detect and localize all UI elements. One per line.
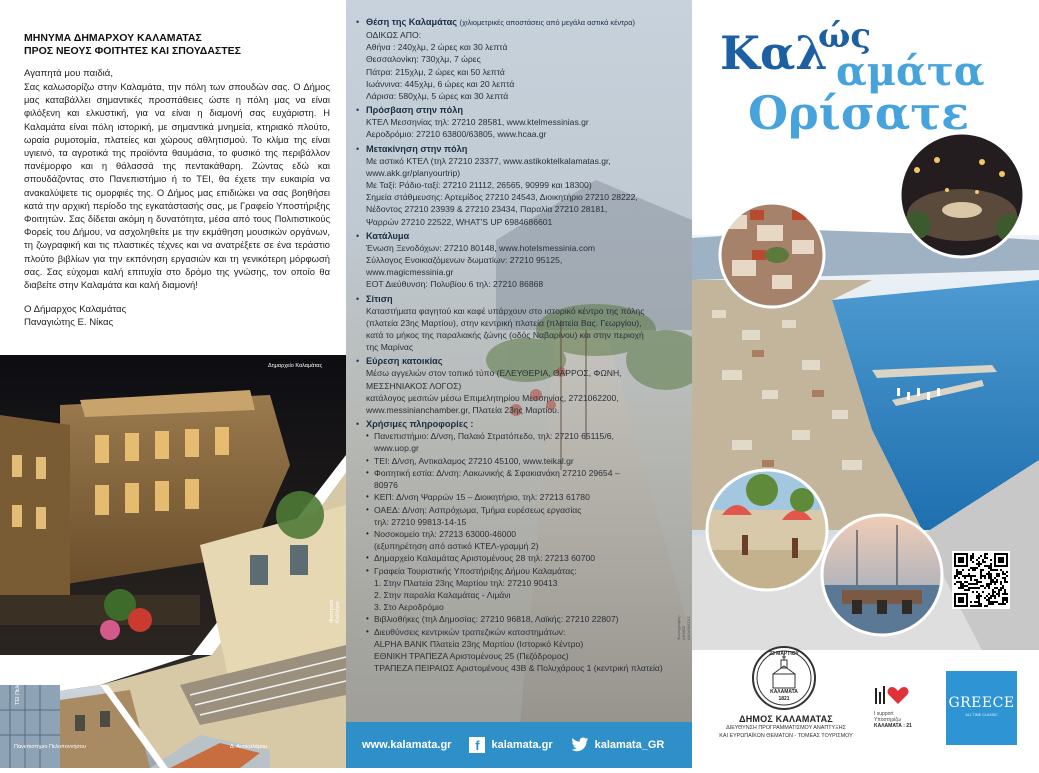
item-indent xyxy=(366,650,374,662)
useful-info-line: Γραφεία Τουριστικής Υποστήριξης Δήμου Καλαμάτας: xyxy=(374,565,577,576)
info-line: Λάρισα: 580χλμ, 5 ώρες και 30 λεπτά xyxy=(366,91,509,102)
bullet-icon: • xyxy=(356,230,360,241)
info-line: Ιωάννινα: 445χλμ, 6 ώρες και 20 λεπτά xyxy=(366,78,515,89)
facebook-link[interactable] xyxy=(469,737,552,753)
item-indent xyxy=(366,442,374,454)
info-line: Σημεία στάθμευσης: Αρτεμίδος 27210 24543, Διοικητήριο 27210 28222, xyxy=(366,192,638,203)
info-section xyxy=(356,355,686,416)
twitter-icon xyxy=(571,737,589,753)
municipality-name xyxy=(692,714,880,740)
info-line: ΜΕΣΣΗΝΙΑΚΟΣ ΛΟΓΟΣ) xyxy=(366,380,462,391)
info-section-title xyxy=(366,104,686,116)
useful-info-item xyxy=(366,626,686,638)
info-line: www.messinianchamber.gr, Πλατεία 23ης Μαρτίου. xyxy=(366,405,560,416)
useful-info-item xyxy=(366,662,686,674)
qr-code[interactable] xyxy=(952,551,1010,609)
info-section-body xyxy=(366,230,686,291)
sponsor-logos xyxy=(692,640,1039,768)
useful-info-line: ΚΕΠ: Δ/νση Ψαρρών 15 – Διοικητήριο, τηλ: 27213 61780 xyxy=(374,492,590,503)
info-line: ΕΟΤ Διεύθυνση: Πολυβίου 6 τηλ: 27210 86868 xyxy=(366,279,544,290)
item-bullet-icon: • xyxy=(366,492,369,502)
item-indent xyxy=(366,479,374,491)
title-amata: αμάτα xyxy=(836,48,985,95)
info-line: ΚΤΕΛ Μεσσηνίας τηλ: 27210 28581, www.ktelmessinias.gr xyxy=(366,117,589,128)
facebook-icon: f xyxy=(469,737,485,753)
useful-info-body xyxy=(366,418,686,674)
info-section-body xyxy=(366,355,686,416)
support-line-1: I support xyxy=(874,711,894,717)
item-bullet-icon: • xyxy=(366,455,369,465)
greece-logo xyxy=(946,671,1017,745)
useful-info-line: ALPHA BANK Πλατεία 23ης Μαρτίου (Ιστορικό Κέντρο) xyxy=(374,638,584,649)
item-bullet-icon: • xyxy=(366,467,369,477)
item-bullet-icon: • xyxy=(366,431,369,441)
heart-icon xyxy=(874,684,910,706)
useful-info-item xyxy=(366,650,686,662)
useful-info-line: 1. Στην Πλατεία 23ης Μαρτίου τηλ: 27210 90413 xyxy=(374,577,558,588)
item-indent xyxy=(366,589,374,601)
caption-university: Πανεπιστήμιο Πελοποννήσου xyxy=(14,744,86,750)
info-line: www.magicmessinia.gr xyxy=(366,267,454,278)
useful-info-item xyxy=(366,430,686,442)
letter-title-2: ΠΡΟΣ ΝΕΟΥΣ ΦΟΙΤΗΤΕΣ ΚΑΙ ΣΠΟΥΔΑΣΤΕΣ xyxy=(24,45,241,57)
info-line: Με Ταξί: Ράδιο-ταξί: 27210 21112, 26565, 90999 και 18300) xyxy=(366,180,592,191)
useful-info-line: ΕΘΝΙΚΗ ΤΡΑΠΕΖΑ Αριστομένους 25 (Πεζόδρομος) xyxy=(374,650,569,661)
caption-vertical: Φοιτητικό Κολλέγιο xyxy=(329,599,341,623)
seal-middle-text: ΚΑΛΑΜΑΤΑ xyxy=(770,689,798,695)
info-line: (πλατεία 23ης Μαρτίου), στην κεντρική πλατεία (πλατεία Βας. Γεωργίου), xyxy=(366,317,642,328)
facebook-text: kalamata.gr xyxy=(491,739,553,751)
info-line: Αθήνα : 240χλμ, 2 ώρες και 30 λεπτά xyxy=(366,42,508,53)
info-section-title xyxy=(366,230,686,242)
section-title-text: Εύρεση κατοικίας xyxy=(366,356,443,367)
letter-greeting: Αγαπητά μου παιδιά, xyxy=(24,68,114,79)
bullet-icon: • xyxy=(356,105,360,116)
item-bullet-icon: • xyxy=(366,626,369,636)
letter-title-1: ΜΗΝΥΜΑ ΔΗΜΑΡΧΟΥ ΚΑΛΑΜΑΤΑΣ xyxy=(24,32,202,44)
useful-info-section xyxy=(356,418,686,674)
section-title-text: Σίτιση xyxy=(366,293,393,304)
useful-info-line: ΤΡΑΠΕΖΑ ΠΕΙΡΑΙΩΣ Αριστομένους 43Β & Πολυχάρους 1 (κεντρική πλατεία) xyxy=(374,663,663,674)
useful-info-item xyxy=(366,565,686,577)
info-section-body xyxy=(366,16,686,102)
item-bullet-icon: • xyxy=(366,565,369,575)
info-line: Με αστικό ΚΤΕΛ (τηλ 27210 23377, www.astikoktelkalamatas.gr, xyxy=(366,155,611,166)
info-line: ΟΔΙΚΩΣ ΑΠΟ: xyxy=(366,30,422,40)
item-indent xyxy=(366,577,374,589)
bullet-icon: • xyxy=(356,356,360,367)
useful-info-line: ΤΕΙ: Δ/νση, Αντικαλαμος 27210 45100, www.teikal.gr xyxy=(374,455,574,466)
useful-info-item xyxy=(366,455,686,467)
info-line: της Μαρίνας xyxy=(366,342,414,353)
section-title-text: Πρόσβαση στην πόλη xyxy=(366,105,463,116)
middle-panel xyxy=(346,0,692,768)
greece-tagline: ALL TIME CLASSIC xyxy=(965,713,998,717)
useful-info-item xyxy=(366,528,686,540)
info-line: Καταστήματα φαγητού και καφέ υπάρχουν στο ιστορικό κέντρο της πόλης xyxy=(366,305,645,316)
info-section-title xyxy=(366,16,686,29)
section-title-text: Κατάλυμα xyxy=(366,230,410,241)
item-bullet-icon: • xyxy=(366,614,369,624)
right-panel xyxy=(692,0,1039,768)
photo-credit: Φωτογραφίες: ΔΗΜΟΣ ΚΑΛΑΜΑΤΑΣ xyxy=(676,615,691,640)
photo-collage-left xyxy=(0,355,346,768)
i-support-logo xyxy=(874,684,924,729)
item-indent xyxy=(366,540,374,552)
letter-signature xyxy=(24,303,330,329)
useful-info-item xyxy=(366,467,686,479)
useful-info-item xyxy=(366,638,686,650)
letter-body: Σας καλωσορίζω στην Καλαμάτα, την πόλη των σπουδών σας. Ο Δήμος μας καταβάλλει σημαντικές προσπάθειες ώστε η πόλη μας να είναι φιλόξενη και ελκυστική, για να είναι η διαμονή σας ευχάριστη. Η Καλαμάτα είναι πόλη ιστορική, με σημαντικά μνημεία, κτηριακό πλούτο, ωραία ρυμοτομία, πλατείες και χώρους αθλητισμού. Το κλίμα της είναι υγιεινό, τα αγροτικά της προϊόντα θαυμάσια, το φυσικό της περιβάλλον πανέμορφο και η θάλασσά της πεντακάθαρη. Ζώντας εδώ και σπουδάζοντας στο Πανεπιστήμιο ή το ΤΕΙ, θα έχετε την ευκαιρία να ανακαλύψετε τις ομορφιές της. Ο Δήμος μας επιδιώκει να σας βοηθήσει κατά την αρχική περίοδο της εγκατάστασής σας, με Γραφείο Υποστήριξης Φοιτητών. Σας δίδεται ακόμη η δυνατότητα, μέσα από τους Πολιτιστικούς Φορείς του Δήμου, να ασχοληθείτε με την εκμάθηση μουσικών οργάνων, τη ζωγραφική και τις πλαστικές τέχνες και να ανατρέξετε σε ένα τεράστιο πλούτο βιβλίων για την εκπόνηση εργασιών και τη γενικότερη μόρφωσή σας. Σας εύχομαι καλή επιτυχία στο δρόμο της γνώσης, τον οποίο θα διαβείτε στην Καλαμάτα και καλή διαμονή! xyxy=(24,81,330,291)
info-line: Σύλλογος Ενοικιαζόμενων δωματίων: 27210 95125, xyxy=(366,255,563,266)
caption-tei: ΤΕΙ Πελοποννήσου xyxy=(15,658,21,705)
signature-name: Παναγιώτης Ε. Νίκας xyxy=(24,317,114,329)
title-kal: Καλ xyxy=(720,26,828,80)
left-panel xyxy=(0,0,346,768)
website-text: www.kalamata.gr xyxy=(362,739,452,751)
support-line-3: ΚΑΛΑΜΑΤΑ : 21 xyxy=(874,723,912,729)
signature-title: Ο Δήμαρχος Καλαμάτας xyxy=(24,304,127,316)
item-bullet-icon: • xyxy=(366,504,369,514)
municipality-dept-1: ΔΙΕΥΘΥΝΣΗ ΠΡΟΓΡΑΜΜΑΤΙΣΜΟΥ ΑΝΑΠΤΥΞΗΣ xyxy=(726,725,846,731)
info-section-title xyxy=(366,355,686,367)
mayor-letter xyxy=(24,32,330,329)
municipality-title: ΔΗΜΟΣ ΚΑΛΑΜΑΤΑΣ xyxy=(739,714,833,724)
section-title-text: Θέση της Καλαμάτας xyxy=(366,17,458,27)
useful-info-line: Φοιτητική εστία: Δ/νση: Λακωνικής & Σφακιανάκη 27210 29654 – xyxy=(374,467,620,478)
useful-info-item xyxy=(366,491,686,503)
info-section xyxy=(356,16,686,102)
info-section-body xyxy=(366,293,686,354)
support-line-2: Υποστηρίζω xyxy=(874,717,902,723)
bullet-icon: • xyxy=(356,419,360,430)
useful-info-line: www.uop.gr xyxy=(374,443,419,454)
info-line: Ένωση Ξενοδόχων: 27210 80148, www.hotelsmessinia.com xyxy=(366,242,596,253)
info-line: Νέδοντος 27210 23939 & 27210 23434, Παραλία 27210 28181, xyxy=(366,204,608,215)
info-line: Ψαρρών 27210 22522, WHAT'S UP 6984686601 xyxy=(366,216,553,227)
title-os: ώς xyxy=(818,16,872,56)
useful-info-item xyxy=(366,613,686,625)
useful-info-item xyxy=(366,442,686,454)
info-section xyxy=(356,230,686,291)
useful-info-line: 2. Στην παραλία Καλαμάτας - Λιμάνι xyxy=(374,589,511,600)
useful-info-line: Βιβλιοθήκες (τηλ Δημοσίας: 27210 96818, Λαϊκής: 27210 22807) xyxy=(374,614,619,625)
bullet-icon: • xyxy=(356,17,360,27)
seal-top-text: 23 ΜΑΡΤΙΟΥ xyxy=(769,651,799,657)
useful-info-item xyxy=(366,516,686,528)
useful-info-line: 80976 xyxy=(374,480,398,491)
municipality-seal xyxy=(752,646,816,710)
item-bullet-icon: • xyxy=(366,553,369,563)
useful-info-item xyxy=(366,504,686,516)
item-bullet-icon: • xyxy=(366,528,369,538)
useful-info-line: Νοσοκομείο τηλ: 27213 63000-46000 xyxy=(374,528,517,539)
info-section-title xyxy=(366,293,686,305)
info-line: Θεσσαλονίκη: 730χλμ, 7 ώρες xyxy=(366,54,481,65)
contact-footer xyxy=(346,722,692,768)
useful-info-title: Χρήσιμες πληροφορίες : xyxy=(366,419,474,430)
municipality-dept-2: ΚΑΙ ΕΥΡΩΠΑΪΚΩΝ ΘΕΜΑΤΩΝ - ΤΟΜΕΑΣ ΤΟΥΡΙΣΜΟΥ xyxy=(719,733,853,739)
useful-info-line: τηλ: 27210 99813-14-15 xyxy=(374,516,467,527)
item-indent xyxy=(366,638,374,650)
info-section xyxy=(356,293,686,354)
building-photos xyxy=(0,355,346,768)
useful-info-line: Δημαρχείο Καλαμάτας Αριστομένους 28 τηλ: 27213 60700 xyxy=(374,553,596,564)
useful-info-line: (εξυπηρέτηση από αστικό ΚΤΕΛ-γραμμή 2) xyxy=(374,541,539,552)
bullet-icon: • xyxy=(356,143,360,154)
info-line: Αεροδρόμιο: 27210 63800/63805, www.hcaa.gr xyxy=(366,129,547,140)
info-content xyxy=(356,16,686,676)
useful-info-line: 3. Στο Αεροδρόμιο xyxy=(374,602,444,613)
useful-info-item xyxy=(366,540,686,552)
useful-info-item xyxy=(366,589,686,601)
info-section-title xyxy=(366,143,686,155)
useful-info-item xyxy=(366,479,686,491)
title-orisate: Ορίσατε xyxy=(748,86,970,140)
twitter-text: kalamata_GR xyxy=(594,739,665,751)
bullet-icon: • xyxy=(356,293,360,304)
info-line: κατά το μήκος της παραλιακής ζώνης (οδός Ναβαρίνου) και στην περιοχή xyxy=(366,330,644,341)
useful-info-line: ΟΑΕΔ: Δ/νση: Ασπρόχωμα, Τμήμα ευρέσεως εργασίας xyxy=(374,504,582,515)
caption-town-hall: Δημαρχείο Καλαμάτας xyxy=(268,363,323,369)
info-section-body xyxy=(366,104,686,140)
info-section-body xyxy=(366,143,686,228)
item-indent xyxy=(366,516,374,528)
info-line: Πάτρα: 215χλμ, 2 ώρες και 50 λεπτά xyxy=(366,66,505,77)
useful-info-item xyxy=(366,577,686,589)
useful-info-item xyxy=(366,552,686,564)
useful-info-item xyxy=(366,601,686,613)
greece-wordmark: GREECE xyxy=(948,695,1015,711)
caption-campus: Δ. Αντικαλάμου xyxy=(230,744,268,750)
info-section xyxy=(356,104,686,140)
section-title-text: Μετακίνηση στην πόλη xyxy=(366,143,468,154)
item-indent xyxy=(366,662,374,674)
website-link[interactable] xyxy=(362,739,451,751)
info-section xyxy=(356,143,686,228)
useful-info-line: Πανεπιστήμιο: Δ/νση, Παλαιό Στρατόπεδο, τηλ: 27210 65115/6, xyxy=(374,431,614,442)
info-line: κατάλογος μεσιτών μέσω Επιμελητηρίου Μεσσηνίας, 2721062200, xyxy=(366,392,619,403)
info-line: Μέσω αγγελιών στον τοπικό τύπο (ΕΛΕΥΘΕΡΙΑ, ΘΑΡΡΟΣ, ΦΩΝΗ, xyxy=(366,368,622,379)
info-line: www.akk.gr/planyourtrip) xyxy=(366,167,461,178)
twitter-link[interactable] xyxy=(571,737,665,753)
seal-year: 1821 xyxy=(778,696,790,702)
section-title-note: (χιλιομετρικές αποστάσεις από μεγάλα αστικά κέντρα) xyxy=(459,18,635,27)
useful-info-line: Διευθύνσεις κεντρικών τραπεζικών καταστημάτων: xyxy=(374,626,566,637)
item-indent xyxy=(366,601,374,613)
